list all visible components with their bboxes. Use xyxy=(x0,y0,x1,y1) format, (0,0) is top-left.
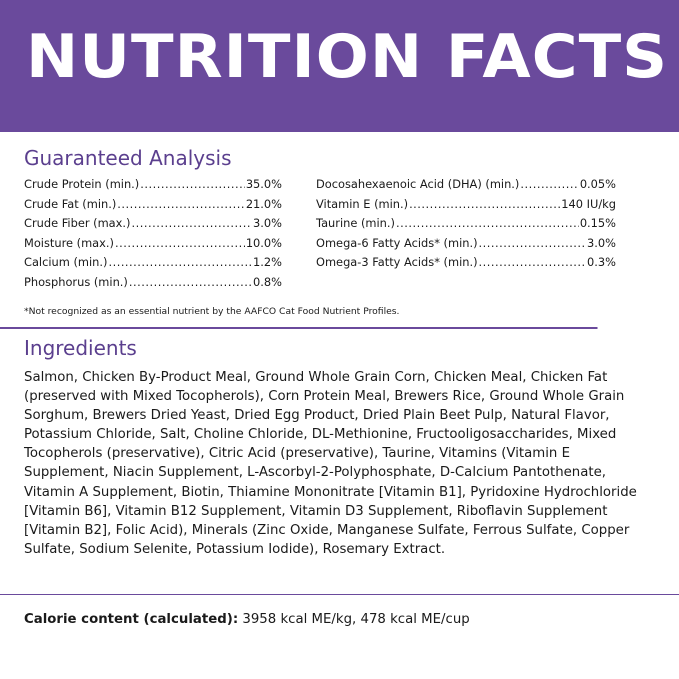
calorie-value: 3958 kcal ME/kg, 478 kcal ME/cup xyxy=(242,612,470,627)
analysis-value: 21.0% xyxy=(245,196,282,211)
analysis-row xyxy=(316,253,616,273)
analysis-value: 35.0% xyxy=(245,177,282,191)
analysis-value: 10.0% xyxy=(245,235,282,250)
analysis-label: Omega-6 Fatty Acids* (min.) xyxy=(316,235,478,250)
analysis-label: Crude Fat (min.) xyxy=(24,196,117,211)
analysis-row xyxy=(24,253,282,273)
analysis-row xyxy=(24,273,282,293)
analysis-row xyxy=(24,214,282,234)
analysis-label: Calcium (min.) xyxy=(24,255,108,270)
analysis-label: Vitamin E (min.) xyxy=(316,196,409,211)
title-banner xyxy=(0,0,679,132)
analysis-row xyxy=(316,195,616,215)
section-divider xyxy=(0,594,679,595)
analysis-label: Phosphorus (min.) xyxy=(24,274,128,289)
analysis-value: 0.15% xyxy=(579,216,616,231)
page-title: NUTRITION FACTS xyxy=(26,22,669,92)
analysis-value: 140 IU/kg xyxy=(561,196,616,211)
analysis-row xyxy=(316,234,616,254)
analysis-label: Taurine (min.) xyxy=(316,216,395,231)
analysis-left-column xyxy=(24,175,282,293)
section-divider xyxy=(0,327,679,329)
analysis-row xyxy=(24,195,282,215)
ingredients-text: Salmon, Chicken By-Product Meal, Ground Whole Grain Corn, Chicken Meal, Chicken Fat (preserved with Mixed Tocopherols), Corn Protein Meal, Brewers Rice, Ground Whole Grain Sorghum, Brewers Dried Yeast, Dried Egg Product, Dried Plain Beet Pulp, Natural Flavor, Potassium Chloride, Salt, Choline Chloride, DL-Methionine, Fructooligosaccharides, Mixed Tocopherols (preservative), Citric Acid (preservative), Taurine, Vitamins (Vitamin E Supplement, Niacin Supplement, L-Ascorbyl-2-Polyphosphate, D-Calcium Pantothenate, Vitamin A Supplement, Biotin, Thiamine Mononitrate [Vitamin B1], Pyridoxine Hydrochloride [Vitamin B6], Vitamin B12 Supplement, Vitamin D3 Supplement, Riboflavin Supplement [Vitamin B2], Folic Acid), Minerals (Zinc Oxide, Manganese Sulfate, Ferrous Sulfate, Copper Sulfate, Sodium Selenite, Potassium Iodide), Rosemary Extract. xyxy=(24,370,637,557)
analysis-label: Moisture (max.) xyxy=(24,235,114,250)
calorie-label: Calorie content (calculated): xyxy=(24,612,239,627)
analysis-value: 0.3% xyxy=(587,255,616,270)
ingredients-heading: Ingredients xyxy=(24,336,137,360)
guaranteed-analysis-heading: Guaranteed Analysis xyxy=(24,146,232,170)
analysis-row xyxy=(24,175,282,195)
analysis-value: 3.0% xyxy=(587,235,616,250)
analysis-value: 0.05% xyxy=(579,177,616,191)
analysis-row xyxy=(316,214,616,234)
analysis-label: Crude Fiber (max.) xyxy=(24,216,131,231)
aafco-footnote: *Not recognized as an essential nutrient by the AAFCO Cat Food Nutrient Profiles. xyxy=(24,306,400,317)
analysis-value: 0.8% xyxy=(253,274,282,289)
analysis-value: 1.2% xyxy=(253,255,282,270)
analysis-label: Crude Protein (min.) xyxy=(24,177,140,191)
analysis-row xyxy=(316,175,616,195)
analysis-right-column xyxy=(316,175,616,273)
analysis-row xyxy=(24,234,282,254)
analysis-label: Omega-3 Fatty Acids* (min.) xyxy=(316,255,478,270)
analysis-value: 3.0% xyxy=(253,216,282,231)
analysis-label: Docosahexaenoic Acid (DHA) (min.) xyxy=(316,177,520,191)
calorie-content xyxy=(24,612,470,627)
